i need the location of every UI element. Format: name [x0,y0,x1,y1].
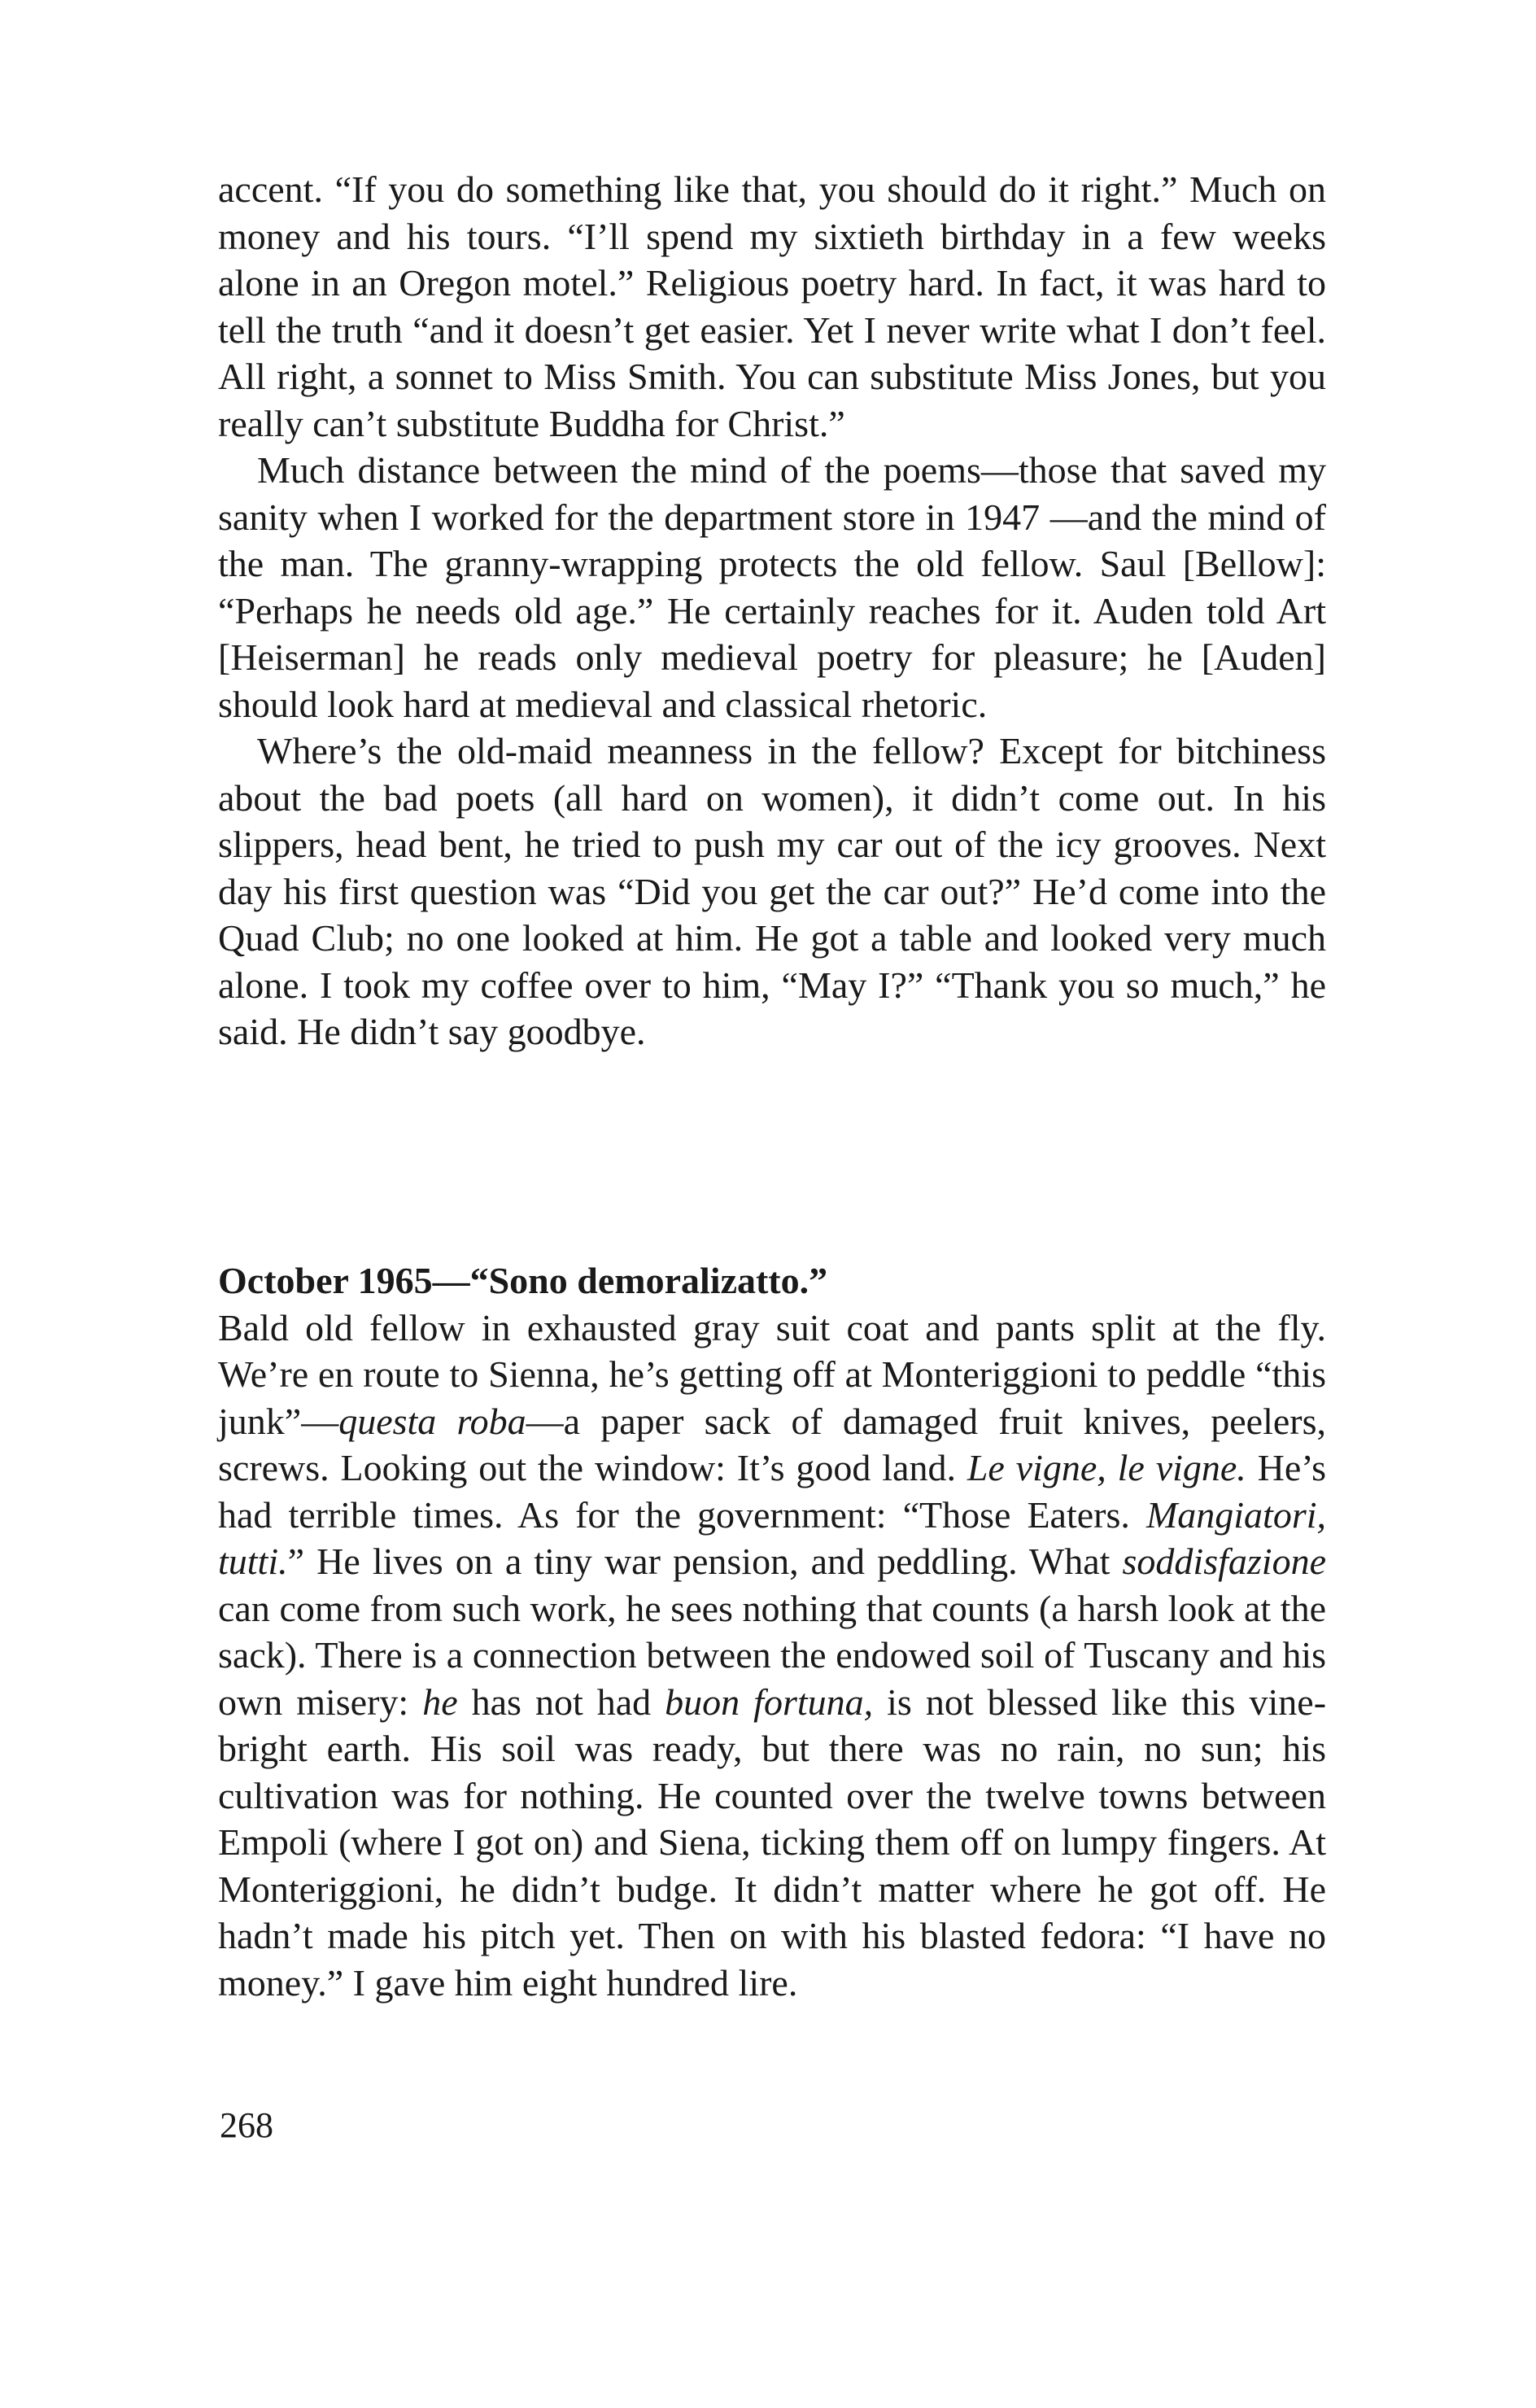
paragraph-accent: accent. “If you do something like that, you should do it right.” Much on money and his tours. “I’ll spend my sixtieth birthday in a few weeks alone in an Oregon motel.” Religious poetry hard. In fact, it was hard to tell the truth “and it doesn’t get easier. Yet I never write what I don’t feel. All right, a sonnet to Miss Smith. You can substitute Miss Jones, but you really can’t substitute Buddha for Christ.” [218,168,1326,444]
page-number: 268 [220,2105,273,2145]
section-october-1965 [218,1257,1326,2006]
paragraph-old-maid: Where’s the old-maid meanness in the fellow? Except for bitchiness about the bad poets (all hard on women), it didn’t come out. In his slippers, head bent, he tried to push my car out of the icy grooves. Next day his first question was “Did you get the car out?” He’d come into the Quad Club; no one looked at him. He got a table and looked very much alone. I took my coffee over to him, “May I?” “Thank you so much,” he said. He didn’t say goodbye. [218,730,1326,1052]
paragraph-distance: Much distance between the mind of the poems—those that saved my sanity when I worked for the department store in 1947 —and the mind of the man. The granny-wrapping protects the old fellow. Saul [Bellow]: “Perhaps he needs old age.” He certainly reaches for it. Auden told Art [Heiserman] he reads only medieval poetry for pleasure; he [Auden] should look hard at medieval and classical rhetoric. [218,449,1326,725]
journal-entry-text [218,166,1326,1055]
paragraph-bald-old-fellow: Bald old fellow in exhausted gray suit coat and pants split at the fly. We’re en route to Sienna, he’s getting off at Monteriggioni to peddle “this junk”—questa roba—a paper sack of damaged fruit knives, peelers, screws. Looking out the window: It’s good land. Le vigne, le vigne. He’s had terrible times. As for the government: “Those Eaters. Mangiatori, tutti.” He lives on a tiny war pension, and peddling. What soddisfazione can come from such work, he sees nothing that counts (a harsh look at the sack). There is a connection between the endowed soil of Tuscany and his own misery: he has not had buon fortuna, is not blessed like this vinebright earth. His soil was ready, but there was no rain, no sun; his cultivation was for nothing. He counted over the twelve towns between Empoli (where I got on) and Siena, ticking them off on lumpy fingers. At Monteriggioni, he didn’t budge. It didn’t matter where he got off. He hadn’t made his pitch yet. Then on with his blasted fedora: “I have no money.” I gave him eight hundred lire. [218,1306,1327,2004]
section-heading: October 1965—“Sono demoralizatto.” [218,1260,828,1301]
